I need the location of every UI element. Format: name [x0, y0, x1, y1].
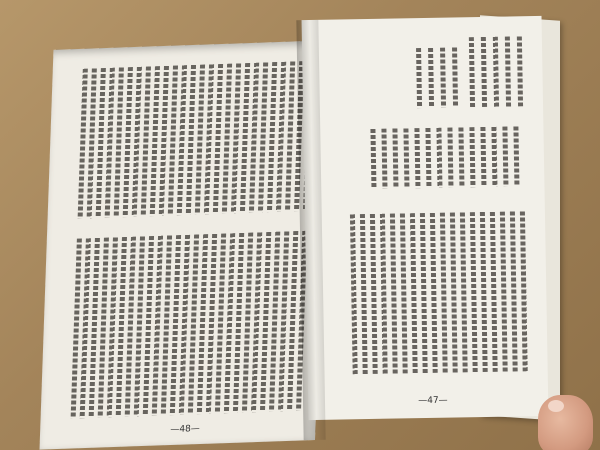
text-column	[105, 68, 115, 218]
text-column	[428, 48, 434, 108]
text-column	[450, 212, 458, 372]
text-column	[460, 212, 468, 372]
text-column	[195, 65, 205, 215]
left-page	[39, 40, 328, 449]
text-column	[410, 213, 418, 373]
thumb	[538, 395, 593, 450]
text-column	[222, 64, 232, 214]
text-column	[159, 66, 169, 216]
text-column	[447, 128, 453, 188]
text-column	[481, 37, 487, 107]
text-column	[96, 68, 106, 218]
text-column	[231, 63, 241, 213]
text-column	[141, 66, 151, 216]
text-column	[78, 69, 88, 219]
text-column	[276, 62, 286, 212]
text-column	[381, 129, 387, 189]
text-column	[213, 64, 223, 214]
text-column	[258, 62, 268, 212]
text-column	[414, 128, 420, 188]
text-column	[490, 212, 498, 372]
text-column	[513, 126, 519, 186]
text-column	[150, 66, 160, 216]
text-column	[517, 36, 523, 106]
text-column	[502, 127, 508, 187]
text-column	[436, 128, 442, 188]
text-column	[249, 63, 259, 213]
text-column	[392, 128, 398, 188]
text-column	[370, 129, 376, 189]
right-page-number: —47—	[418, 395, 448, 407]
text-column	[440, 213, 448, 373]
text-column	[132, 67, 142, 217]
text-column	[430, 213, 438, 373]
text-column	[470, 212, 478, 372]
text-column	[420, 213, 428, 373]
text-column	[370, 214, 378, 374]
text-column	[123, 67, 133, 217]
text-column	[458, 127, 464, 187]
text-column	[204, 64, 214, 214]
text-column	[114, 67, 124, 217]
text-column	[285, 61, 295, 211]
text-column	[452, 47, 458, 107]
text-column	[505, 36, 511, 106]
text-column	[520, 211, 528, 371]
text-column	[440, 48, 446, 108]
text-column	[416, 48, 422, 108]
text-column	[500, 212, 508, 372]
text-column	[400, 213, 408, 373]
text-column	[403, 128, 409, 188]
text-column	[390, 214, 398, 374]
text-column	[493, 37, 499, 107]
text-column	[177, 65, 187, 215]
text-column	[186, 65, 196, 215]
text-column	[380, 214, 388, 374]
text-column	[491, 127, 497, 187]
left-page-number: —48—	[170, 424, 200, 436]
text-column	[168, 65, 178, 215]
text-column	[360, 214, 368, 374]
text-column	[240, 63, 250, 213]
text-column	[350, 214, 358, 374]
text-column	[87, 68, 97, 218]
text-column	[469, 127, 475, 187]
text-column	[267, 62, 277, 212]
text-column	[480, 127, 486, 187]
text-column	[469, 37, 475, 107]
text-column	[480, 212, 488, 372]
thumbnail-nail	[548, 400, 564, 412]
text-column	[510, 211, 518, 371]
right-page	[302, 16, 549, 420]
text-column	[425, 128, 431, 188]
